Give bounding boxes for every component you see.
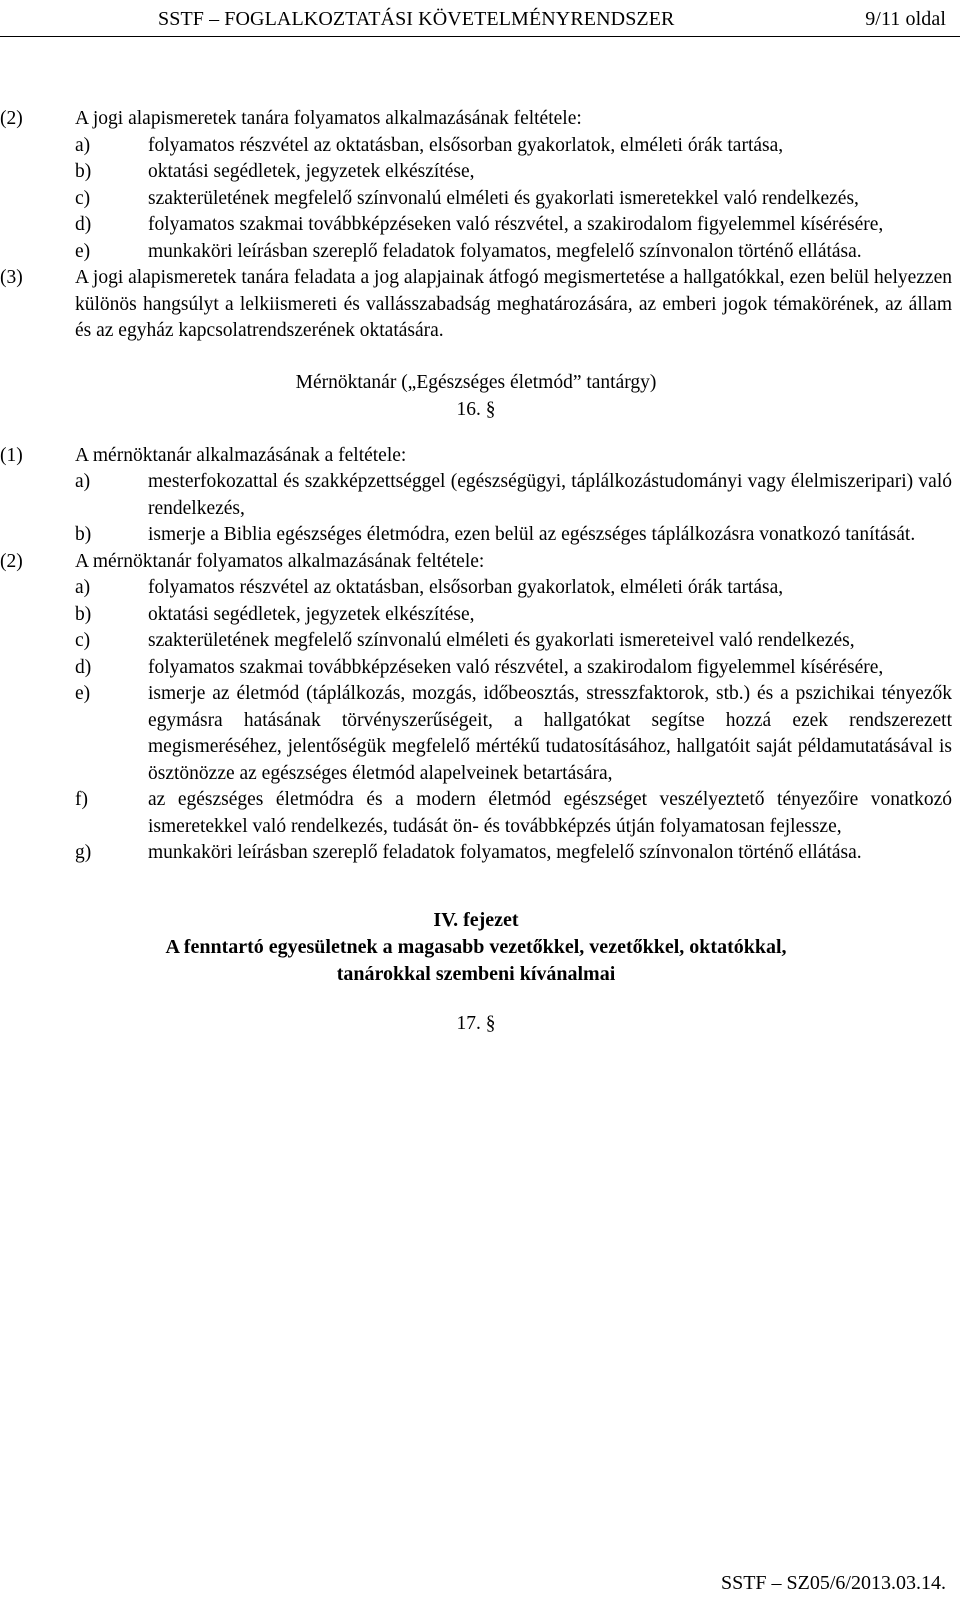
paragraph-number: (2) <box>0 550 23 572</box>
paragraph-2-law-teacher <box>0 106 952 265</box>
paragraph-2-engineer-teacher <box>0 549 952 867</box>
paragraph-number: (1) <box>0 444 23 466</box>
list-item: c) szakterületének megfelelő színvonalú elméleti és gyakorlati ismeretekkel való rendelkezés, <box>75 187 859 209</box>
list-item: a) mesterfokozattal és szakképzettséggel (egészségügyi, táplálkozástudományi vagy élelmiszeripari) való rendelkezés, <box>75 471 952 519</box>
chapter-title: IV. fejezet <box>433 908 519 931</box>
paragraph-intro: A mérnöktanár folyamatos alkalmazásának feltétele: <box>75 550 485 572</box>
paragraph-intro: A mérnöktanár alkalmazásának a feltétele: <box>75 444 407 466</box>
list-item: f) az egészséges életmódra és a modern életmód egészséget veszélyeztető tényezőire vonatkozó ismeretekkel való rendelkezés, tudását ön- és továbbképzés útján folyamatosan fejlessze, <box>75 789 952 837</box>
chapter-subtitle-line-2: tanárokkal szembeni kívánalmai <box>336 962 616 985</box>
list-item: g) munkaköri leírásban szereplő feladatok folyamatos, megfelelő színvonalon történő ellátása. <box>75 842 862 863</box>
page-number: 9/11 oldal <box>865 7 946 30</box>
list-item: b) oktatási segédletek, jegyzetek elkészítése, <box>75 603 475 625</box>
paragraph-intro: A jogi alapismeretek tanára folyamatos alkalmazásának feltétele: <box>75 108 582 129</box>
section-title: Mérnöktanár („Egészséges életmód” tantárgy) <box>295 371 657 393</box>
header-rule <box>0 36 960 37</box>
list-item: b) oktatási segédletek, jegyzetek elkészítése, <box>75 161 475 182</box>
list-item: d) folyamatos szakmai továbbképzéseken való részvétel, a szakirodalom figyelemmel kísérésére, <box>75 214 884 235</box>
list-item: a) folyamatos részvétel az oktatásban, elsősorban gyakorlatok, elméleti órák tartása, <box>75 134 784 156</box>
document-body <box>0 106 952 1037</box>
paragraph-3-law-teacher-duty <box>0 265 952 345</box>
list-item: d) folyamatos szakmai továbbképzéseken való részvétel, a szakirodalom figyelemmel kísérésére, <box>75 656 884 678</box>
list-item: a) folyamatos részvétel az oktatásban, elsősorban gyakorlatok, elméleti órák tartása, <box>75 577 784 598</box>
list-item: e) munkaköri leírásban szereplő feladatok folyamatos, megfelelő színvonalon történő ellátása. <box>75 240 862 262</box>
spacer <box>0 867 952 907</box>
paragraph-number: (2) <box>0 108 23 129</box>
section-number-17: 17. § <box>456 1012 496 1034</box>
paragraph-number: (3) <box>0 267 23 288</box>
list-item: c) szakterületének megfelelő színvonalú elméleti és gyakorlati ismereteivel való rendelkezés, <box>75 630 855 651</box>
section-number: 16. § <box>456 398 496 420</box>
list-item: e) ismerje az életmód (táplálkozás, mozgás, időbeosztás, stresszfaktorok, stb.) és a pszichikai tényezők egymásra hatásának törvényszerűségeit, a hallgatókat segítse hozzá ezek rendszerezett megismeréséhez, jelentőségük megfelelő mértékű tudatosításához, hallgatóit saját példamutatásával is ösztönözze az egészséges életmód alapelveinek betartására, <box>75 683 952 784</box>
page-footer: SSTF – SZ05/6/2013.03.14. <box>720 1572 946 1594</box>
paragraph-text: A jogi alapismeretek tanára feladata a jog alapjainak átfogó megismertetése a hallgatókkal, ezen belül helyezzen különös hangsúlyt a lelkiismereti és vallásszabadság meghatározására, az emberi jogok témakörének, az állam és az egyház kapcsolatrendszerének oktatására. <box>75 267 952 341</box>
list-item: b) ismerje a Biblia egészséges életmódra, ezen belül az egészséges táplálkozásra vonatkozó tanítását. <box>75 524 916 545</box>
chapter-subtitle-line-1: A fenntartó egyesületnek a magasabb vezetőkkel, vezetőkkel, oktatókkal, <box>165 935 787 958</box>
page-header <box>158 4 946 34</box>
header-title: SSTF – FOGLALKOZTATÁSI KÖVETELMÉNYRENDSZER <box>158 7 675 30</box>
paragraph-1-engineer-teacher <box>0 443 952 549</box>
